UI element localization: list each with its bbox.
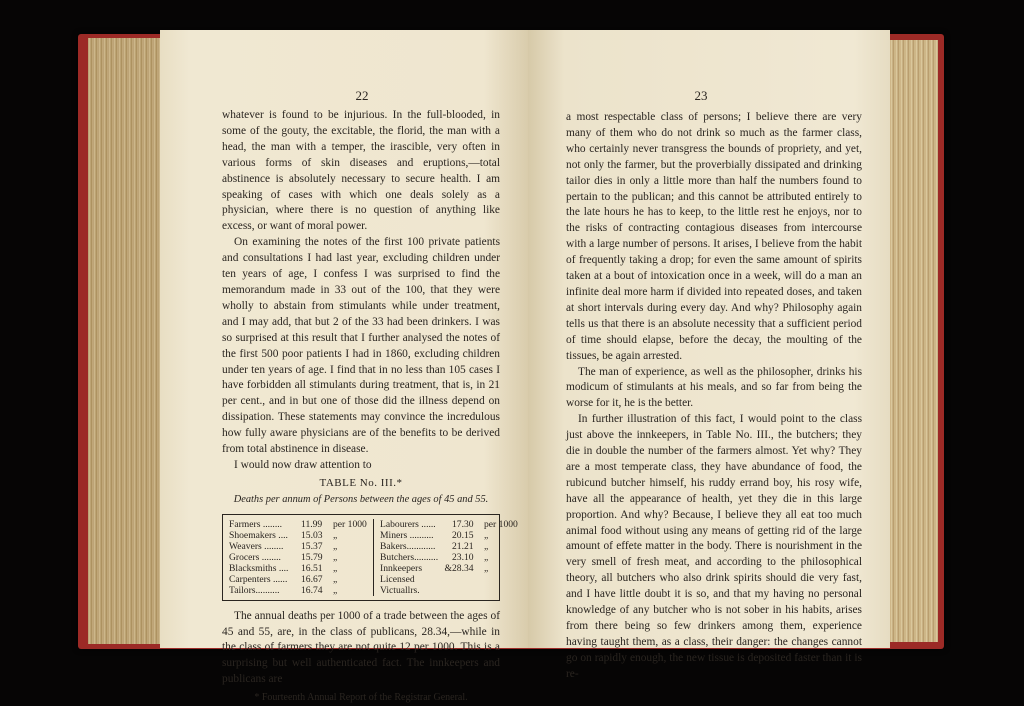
trade-label: Innkeepers & Licensed Victuallrs. xyxy=(380,562,452,596)
death-rate: 17.30 xyxy=(452,518,474,530)
rate-unit: „ xyxy=(484,551,489,563)
mortality-table xyxy=(222,514,518,601)
paragraph: a most respectable class of persons; I believe there are very many of them who do not drink so much as the farmer class, who certainly never transgress the bounds of propriety, and yet, not only the farmer, but the proverbially dissipated and drinking tailor dies in only a little more than half the numbers found to pertain to the publican; and this cannot be attributed entirely to the late hours he has to keep, to the little rest he enjoys, nor to the risks of contracting contagious diseases from intercourse with a large number of persons. It arises, I believe from the habit of frequently taking a drop; for even the same amount of spirits taken at a bout of intoxication once in a week, will do a man an infinite deal more harm if divided into repeated doses, and taken at short intervals during every day. And why? Philosophy again tells us that there is an absolute necessity that a sufficient period of time should elapse, before the decay, the moulting of the tissues, be again arrested. xyxy=(566,111,862,362)
table-row xyxy=(229,574,373,585)
paragraph: In further illustration of this fact, I would point to the class just above the innkeepers, in Table No. III., the butchers; they die in double the number of the farmers almost. Yet why? They are a most temperate class, they have abundance of food, the rubicund butcher himself, his ruddy errand boy, his rosy wife, have all the appearance of health, yet they die in this large proportion. And why? Because, I believe they all eat too much animal food without using any means of getting rid of the large amount of effete matter in the body. There is nourishment in the very smell of fresh meat, and according to the philosophical theory, all butchers who also drink spirits should die very fast, and I have little doubt it is so, and that my having no personal knowledge of any butcher who is not sober in his habits, arises from there being so few drinkers among them, experience having taught them, as a class, their danger: the changes cannot go on rapidly enough, the new tissue is deposited faster than it is re- xyxy=(566,413,862,680)
table-row xyxy=(229,552,373,563)
trade-label: Butchers.......... xyxy=(380,551,439,563)
table-row xyxy=(229,530,373,541)
rate-unit: „ xyxy=(333,584,338,596)
table-row xyxy=(380,552,524,563)
rate-unit: „ xyxy=(333,529,338,541)
death-rate: 20.15 xyxy=(452,529,474,541)
trade-label: Grocers ........ xyxy=(229,551,281,563)
table-row xyxy=(229,563,373,574)
paragraph: On examining the notes of the first 100 private patients and consultations I had last year, excluding children under ten years of age, I confess I was surprised to find the memorandum made in 33 out of the 100, that they were wholly to abstain from stimulants while under treatment, and I may add, that but 2 of the 33 had been drinkers. I was so surprised at this result that I further analysed the notes of the first 500 poor patients I had in 1860, excluding children under ten years of age. I find that in no less than 105 cases I have forbidden all stimulants during treatment, that is, in 21 per cent., and in but one of those did the illness depend on dissipation. These statements may convince the incredulous how fully aware physicians are of the benefits to be derived from total abstinence in disease. xyxy=(222,236,500,456)
rate-unit: „ xyxy=(333,562,338,574)
right-page xyxy=(528,30,890,680)
right-page-text xyxy=(566,110,862,683)
death-rate: 21.21 xyxy=(452,540,474,552)
death-rate: 16.74 xyxy=(301,584,323,596)
table-row xyxy=(380,541,524,552)
rate-unit: „ xyxy=(484,529,489,541)
trade-label: Blacksmiths .... xyxy=(229,562,289,574)
paragraph: I would now draw attention to xyxy=(234,458,372,471)
table-caption: TABLE No. III.* xyxy=(319,476,403,489)
rate-unit: „ xyxy=(484,562,489,574)
table-column-left xyxy=(229,519,373,596)
paragraph: The man of experience, as well as the philosopher, drinks his modicum of stimulants at his meals, and so far from being the worse for it, he is the better. xyxy=(566,365,862,410)
death-rate: 15.03 xyxy=(301,529,323,541)
rate-unit: „ xyxy=(333,551,338,563)
page-number: 23 xyxy=(694,88,708,103)
death-rate: 15.37 xyxy=(301,540,323,552)
rate-unit: „ xyxy=(333,540,338,552)
trade-label: Tailors.......... xyxy=(229,584,280,596)
table-row xyxy=(229,585,373,596)
paragraph: The annual deaths per 1000 of a trade between the ages of 45 and 55, are, in the class of publicans, 28.34,—while in the class of farmers they are not quite 12 per 1000. This is a surprising but well authenticated fact. The innkeepers and publicans are xyxy=(222,609,500,686)
left-page xyxy=(160,30,528,704)
table-subtitle: Deaths per annum of Persons between the ages of 45 and 55. xyxy=(233,493,489,505)
trade-label: Shoemakers .... xyxy=(229,529,288,541)
rate-unit: per 1000 xyxy=(484,518,518,530)
trade-label: Farmers ........ xyxy=(229,518,283,530)
table-row xyxy=(380,530,524,541)
table-column-right xyxy=(373,519,524,596)
page-number: 22 xyxy=(355,88,369,103)
trade-label: Bakers............ xyxy=(380,540,436,552)
trade-label: Miners .......... xyxy=(380,529,434,541)
table-row xyxy=(380,563,524,596)
rate-unit: „ xyxy=(333,573,338,585)
death-rate: 15.79 xyxy=(301,551,323,563)
left-page-text xyxy=(222,108,518,706)
trade-label: Labourers ...... xyxy=(380,518,436,530)
footnote: * Fourteenth Annual Report of the Registrar General. xyxy=(254,692,468,704)
death-rate: 23.10 xyxy=(452,551,474,563)
table-row xyxy=(229,519,373,530)
death-rate: 11.99 xyxy=(301,518,323,530)
death-rate: 16.51 xyxy=(301,562,323,574)
trade-label: Carpenters ...... xyxy=(229,573,288,585)
table-row xyxy=(229,541,373,552)
table-row xyxy=(380,519,524,530)
death-rate: 16.67 xyxy=(301,573,323,585)
rate-unit: „ xyxy=(484,540,489,552)
rate-unit: per 1000 xyxy=(333,518,367,530)
trade-label: Weavers ........ xyxy=(229,540,284,552)
page-edges-left xyxy=(88,38,170,644)
paragraph: whatever is found to be injurious. In the full-blooded, in some of the gouty, the excitable, the florid, the man with a head, the man with a temper, the irascible, very often in various forms of skin diseases and eruptions,—total abstinence is absolutely necessary to secure health. I am speaking of cases with which one deals solely as a physician, where there is no question of anything like excess, or want of moral power. xyxy=(222,109,500,233)
death-rate: 28.34 xyxy=(452,562,474,574)
